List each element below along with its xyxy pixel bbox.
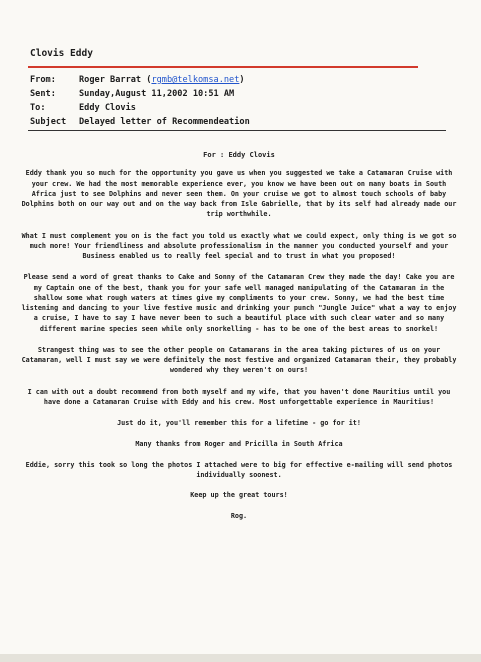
letter-body [20,150,458,532]
header-to-row [30,101,250,115]
paragraph-photos-note: Eddie, sorry this took so long the photos I attached were to big for effective e-mailing will send photos individually soonest. [25,461,453,480]
paragraph-recommendation: I can with out a doubt recommend from both myself and my wife, that you haven't done Mauritius until you have done a Catamaran Cruise with Eddy and his crew. Most unforgettable experience in Mauritius! [27,387,451,406]
from-email-link[interactable]: rgmb@telkomsa.net [151,75,240,85]
paragraph-just-do-it: Just do it, you'll remember this for a lifetime - go for it! [117,418,361,427]
sent-value: Sunday,August 11,2002 10:51 AM [79,89,235,99]
recipient-heading: Clovis Eddy [30,48,93,59]
paragraph-crew-thanks: Please send a word of great thanks to Cake and Sonny of the Catamaran Crew they made the day! Cake you are my Captain one of the best, thank you for your safe well managed manipulating of the Catamaran in the shallow some what rough waters at times give my compliments to your crew. Sonny, we had the best time listening and dancing to your live festive music and drinking your punch "Jungle Juice" what a way to enjoy a cruise, I have to say I have never been to such a beautiful place with such clear water and so many different marine species seen while only snorkelling - has to be one of the best areas to snorkel! [21,273,457,333]
subject-value: Delayed letter of Recommendeation [79,117,250,127]
paragraph-keep-up: Keep up the great tours! [190,490,288,499]
from-close: ) [239,75,245,85]
subject-label: Subject [30,117,67,127]
from-name: Roger Barrat ( [79,75,152,85]
paragraph-many-thanks: Many thanks from Roger and Pricilla in South Africa [135,440,343,449]
letter-greeting: For : Eddy Clovis [203,151,275,159]
paragraph-other-catamarans: Strangest thing was to see the other people on Catamarans in the area taking pictures of us on your Catamaran, well I must say we were definitely the most festive and organized Catamaran their, they probably wondered why they weren't on ours! [21,345,457,375]
from-label: From: [30,75,56,85]
signature-rog: Rog. [230,511,248,520]
red-underline [28,66,418,68]
header-subject-row [30,115,250,129]
header-from-row [30,73,250,87]
to-value: Eddy Clovis [79,103,136,113]
sent-label: Sent: [30,89,56,99]
to-label: To: [30,103,46,113]
paragraph-professionalism: What I must complement you on is the fact you told us exactly what we could expect, only thing is we got so much more! Your friendliness and absolute professionalism in the manner you conducted yourself and your Business enabled us to really feel special and to trust in what you proposed! [21,231,457,261]
paragraph-dolphins: Eddy thank you so much for the opportunity you gave us when you suggested we take a Catamaran Cruise with your crew. We had the most memorable experience ever, you know we have been out on many boats in South Africa just to see Dolphins and never seen them. On your cruise we got to almost touch schools of baby Dolphins both on our way out and on the way back from Isle Gabrielle, that by its self had already made our trip worthwhile. [21,169,457,219]
header-divider [28,130,446,131]
from-value [79,73,245,87]
email-header [30,73,250,129]
header-sent-row [30,87,250,101]
